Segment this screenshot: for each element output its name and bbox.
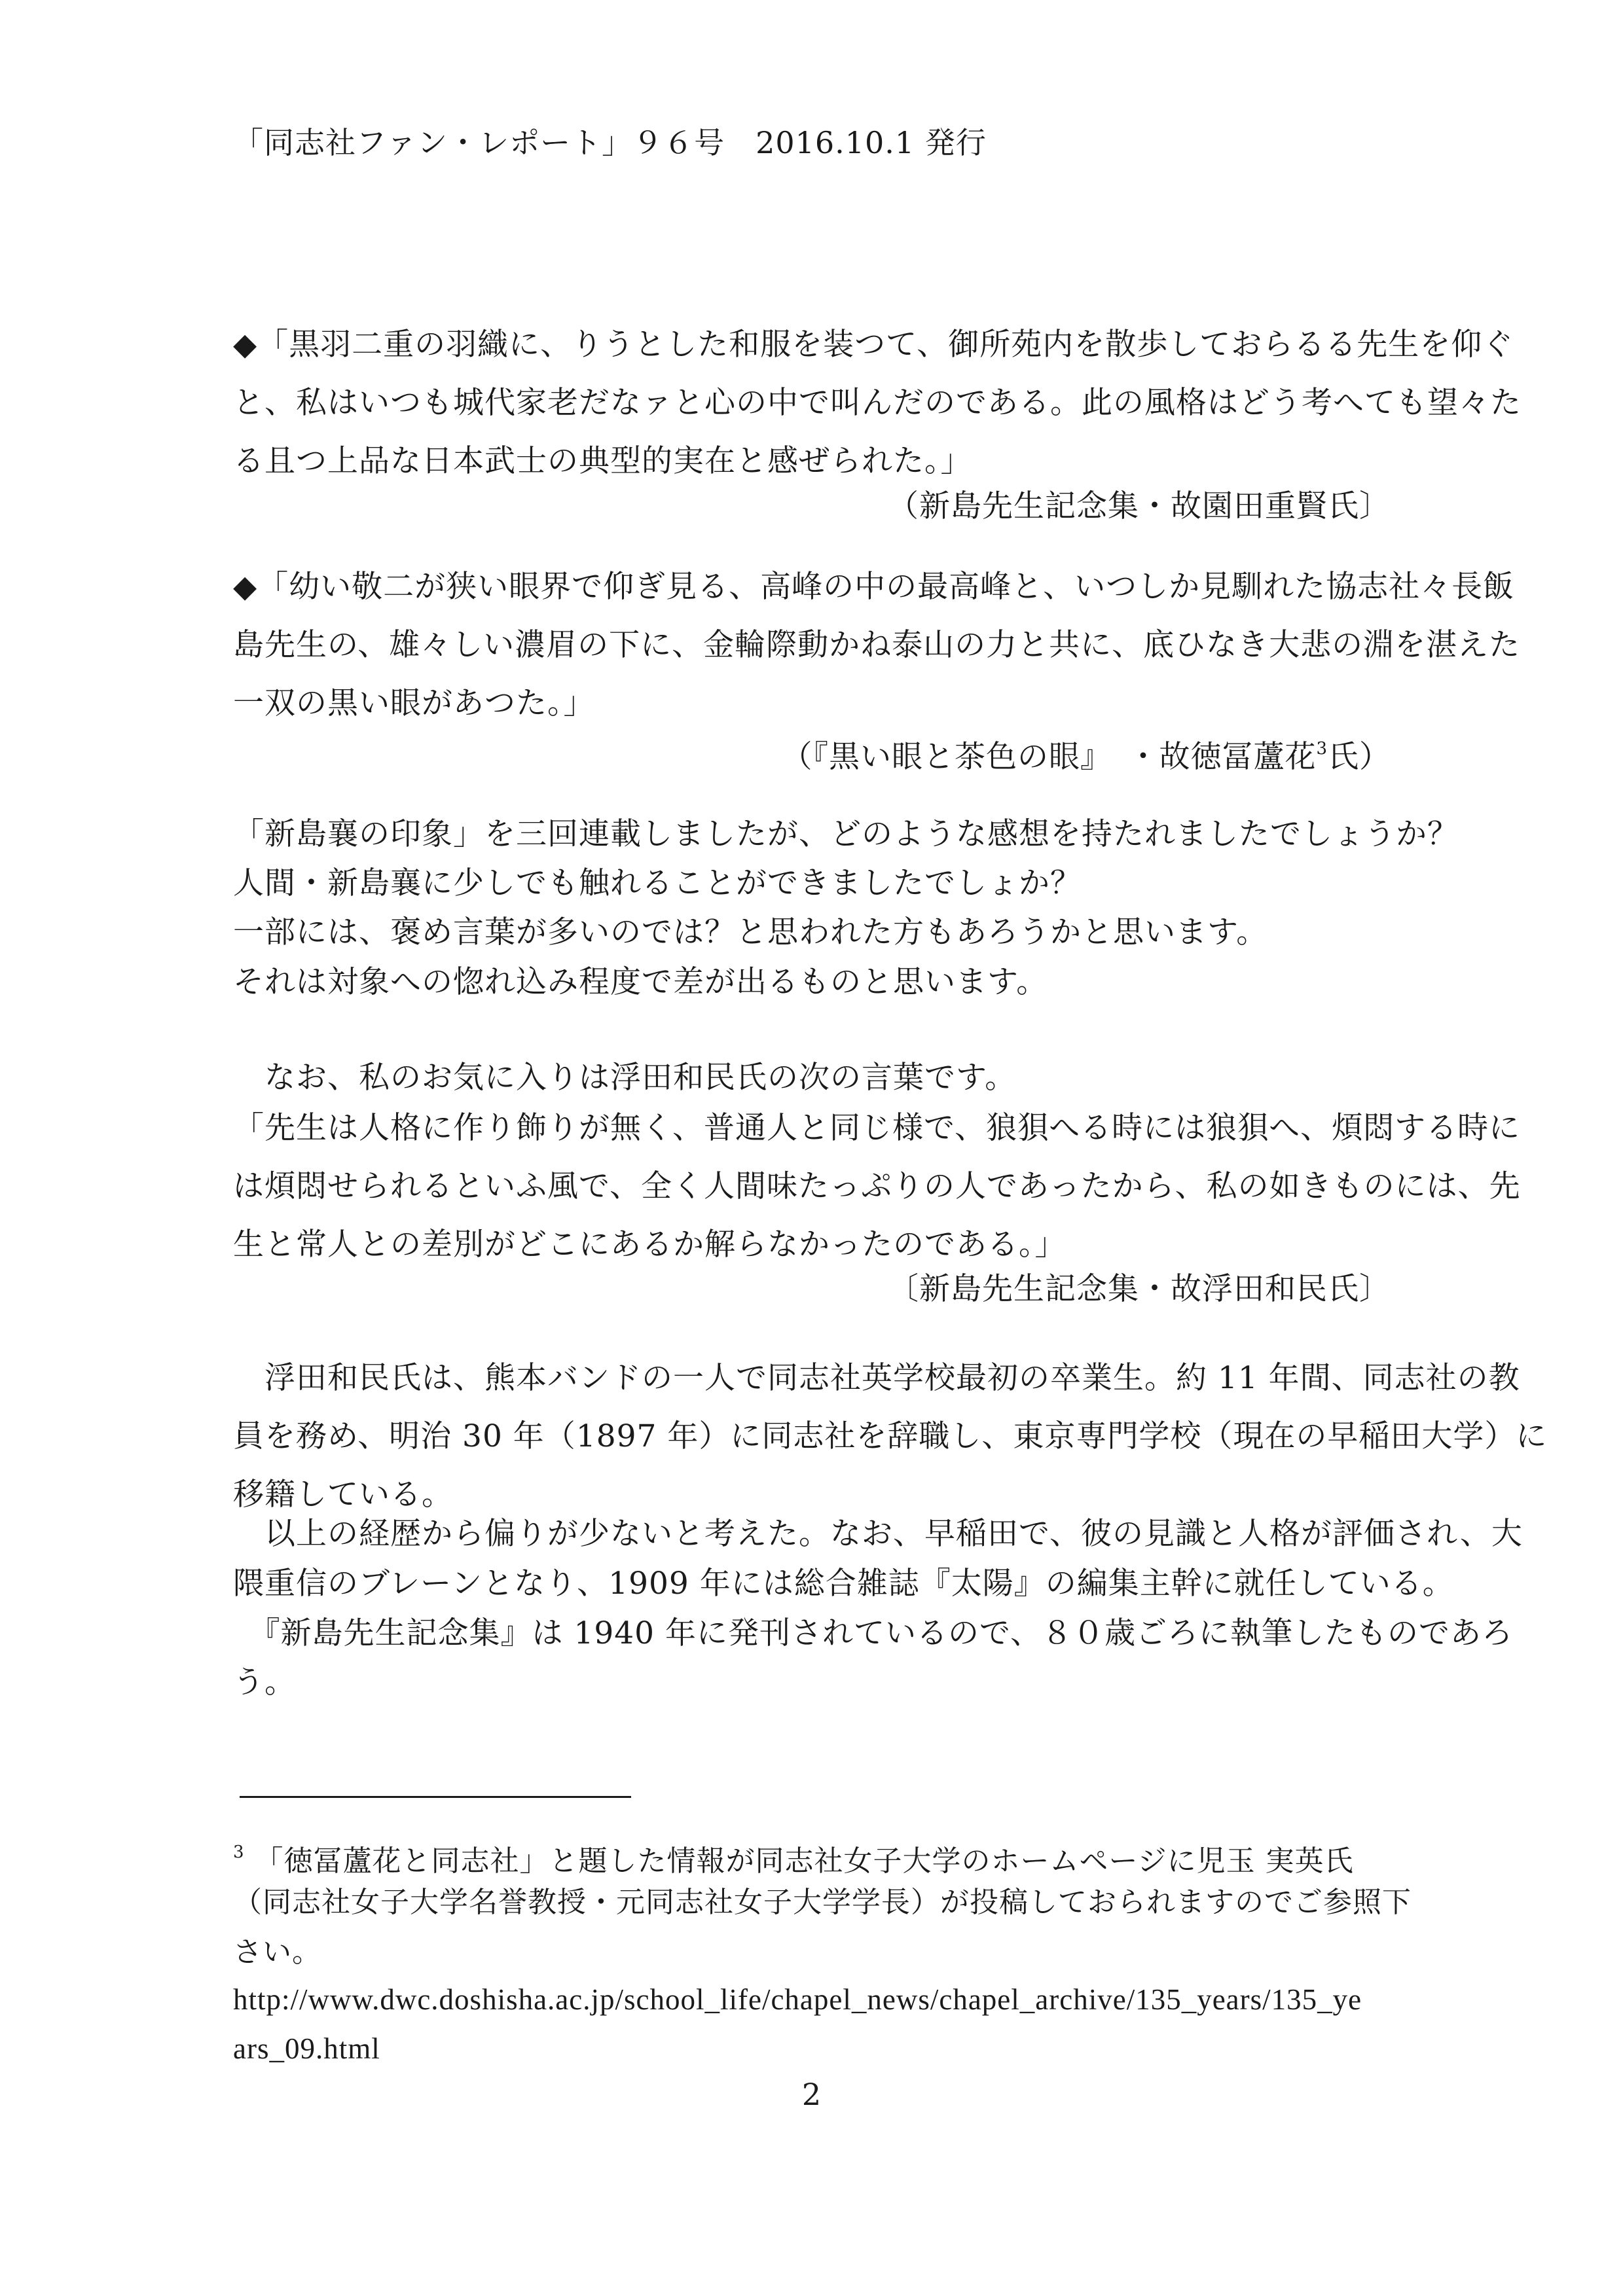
quote2-citation-text: （『黒い眼と茶色の眼』 ・故徳冨蘆花 [781, 739, 1317, 775]
commentary-line-3: 移籍している。 [233, 1477, 453, 1513]
quote1-line-2: と、私はいつも城代家老だなァと心の中で叫んだのである。此の風格はどう考へても望々た [233, 385, 1522, 421]
footnote-ref-3[interactable]: 3 [1316, 739, 1328, 759]
reflection-line-1: 「新島襄の印象」を三回連載しましたが、どのような感想を持たれましたでしょうか？ [233, 816, 1459, 852]
quote1-line-1: ◆「黒羽二重の羽織に、りうとした和服を装つて、御所苑内を散歩しておらるる先生を仰ぐ [233, 327, 1514, 363]
commentary-line-7: う。 [233, 1664, 296, 1700]
quote2-citation-end: 氏） [1328, 739, 1391, 775]
footnote-separator [240, 1796, 631, 1798]
reflection-line-4: それは対象への惚れ込み程度で差が出るものと思います。 [233, 964, 1048, 1000]
quote2-line-1: ◆「幼い敬二が狭い眼界で仰ぎ見る、高峰の中の最高峰と、いつしか見馴れた協志社々長飯 [233, 569, 1515, 605]
quote1-line-3: る且つ上品な日本武士の典型的実在と感ぜられた。」 [233, 443, 972, 479]
commentary-line-2: 員を務め、明治 30 年（1897 年）に同志社を辞職し、東京専門学校（現在の早稲田大学）に [233, 1418, 1548, 1454]
favorite-citation: 〔新島先生記念集・故浮田和民氏〕 [888, 1271, 1391, 1307]
page-number: 2 [801, 2077, 822, 2112]
footnote-line-3: さい。 [233, 1935, 321, 1969]
quote2-line-2: 島先生の、雄々しい濃眉の下に、金輪際動かね泰山の力と共に、底ひなき大悲の淵を湛えた [233, 627, 1521, 663]
commentary-line-6: 『新島先生記念集』は 1940 年に発刊されているので、８０歳ごろに執筆したものであろ [233, 1615, 1514, 1651]
quote2-citation [781, 729, 1391, 777]
footnote-text-1: 「徳冨蘆花と同志社」と題した情報が同志社女子大学のホームページに児玉 実英氏 [254, 1844, 1354, 1878]
quote1-citation: （新島先生記念集・故園田重賢氏〕 [888, 488, 1391, 524]
footnote-url-line-1[interactable]: http://www.dwc.doshisha.ac.jp/school_life/chapel_news/chapel_archive/135_years/135_ye [233, 1983, 1362, 2016]
favorite-line-1: 「先生は人格に作り飾りが無く、普通人と同じ様で、狼狽へる時には狼狽へ、煩悶する時に [233, 1110, 1521, 1146]
favorite-line-2: は煩悶せられるといふ風で、全く人間味たっぷりの人であったから、私の如きものには、先 [233, 1168, 1521, 1204]
footnote-marker: 3 [233, 1842, 245, 1862]
commentary-line-4: 以上の経歴から偏りが少ないと考えた。なお、早稲田で、彼の見識と人格が評価され、大 [233, 1516, 1523, 1552]
commentary-line-5: 隈重信のブレーンとなり、1909 年には総合雑誌『太陽』の編集主幹に就任している。 [233, 1566, 1454, 1602]
reflection-line-3: 一部には、褒め言葉が多いのでは？と思われた方もあろうかと思います。 [233, 914, 1268, 950]
reflection-line-2: 人間・新島襄に少しでも触れることができましたでしょか？ [233, 865, 1082, 901]
commentary-line-1: 浮田和民氏は、熊本バンドの一人で同志社英学校最初の卒業生。約 11 年間、同志社の教 [233, 1360, 1520, 1396]
footnote-url-line-2[interactable]: ars_09.html [233, 2032, 380, 2065]
quote2-line-3: 一双の黒い眼があつた。」 [233, 685, 595, 721]
footnote-line-2: （同志社女子大学名誉教授・元同志社女子大学学長）が投稿しておられますのでご参照下 [233, 1886, 1412, 1919]
favorite-line-3: 生と常人との差別がどこにあるか解らなかったのである。」 [233, 1227, 1067, 1263]
issue-header: 「同志社ファン・レポート」９６号 2016.10.1 発行 [233, 125, 987, 160]
favorite-intro: なお、私のお気に入りは浮田和民氏の次の言葉です。 [233, 1060, 1017, 1096]
footnote-line-1 [233, 1833, 1354, 1881]
